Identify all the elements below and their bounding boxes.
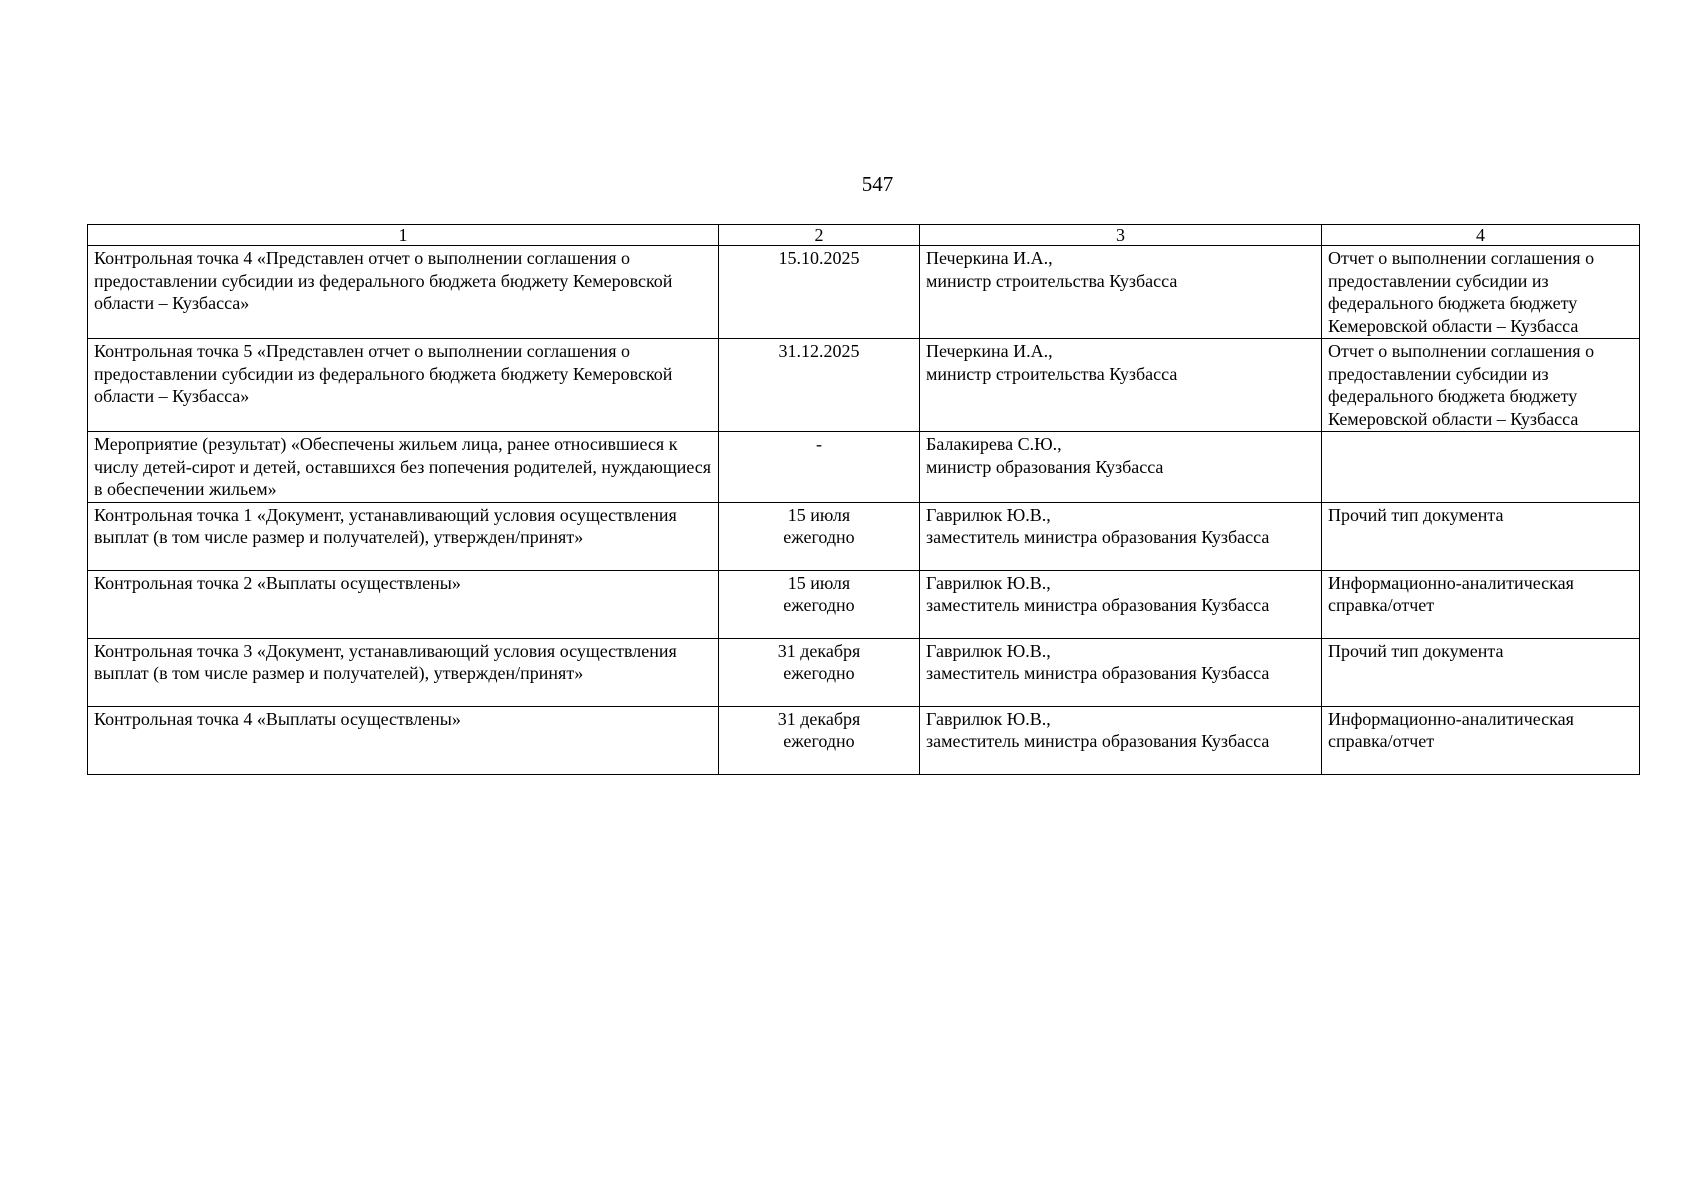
table-row <box>88 638 1640 706</box>
table-header-row <box>88 225 1640 246</box>
row-document-cell: Информационно-аналитическая справка/отчет <box>1322 706 1640 774</box>
responsible-position: заместитель министра образования Кузбасса <box>926 731 1270 751</box>
row-responsible-cell <box>920 706 1322 774</box>
responsible-person: Гаврилюк Ю.В., <box>926 572 1051 593</box>
table-row <box>88 246 1640 339</box>
responsible-person: Балакирева С.Ю., <box>926 434 1062 454</box>
row-responsible-cell <box>920 432 1322 503</box>
date-line-1: 31.12.2025 <box>778 341 860 361</box>
row-responsible-cell <box>920 570 1322 638</box>
table-row <box>88 339 1640 432</box>
row-document-cell: Прочий тип документа <box>1322 638 1640 706</box>
row-document-cell: Информационно-аналитическая справка/отчет <box>1322 570 1640 638</box>
row-responsible-cell <box>920 638 1322 706</box>
date-line-1: 31 декабря <box>777 708 861 729</box>
column-header-3: 3 <box>920 225 1322 246</box>
row-date-cell <box>719 638 920 706</box>
date-line-1: 15 июля <box>787 572 851 593</box>
row-date-cell <box>719 570 920 638</box>
table-row <box>88 570 1640 638</box>
row-name-cell: Контрольная точка 4 «Представлен отчет о выполнении соглашения о предоставлении субсидии из федерального бюджета бюджету Кемеровской области – Кузбасса» <box>88 246 719 339</box>
date-line-2: ежегодно <box>783 527 855 547</box>
control-points-table <box>87 224 1640 775</box>
date-line-1: 31 декабря <box>777 640 861 661</box>
responsible-person: Гаврилюк Ю.В., <box>926 640 1051 661</box>
row-name-cell: Контрольная точка 3 «Документ, устанавливающий условия осуществления выплат (в том числе размер и получателей), утвержден/принят» <box>88 638 719 706</box>
row-name-cell: Мероприятие (результат) «Обеспечены жильем лица, ранее относившиеся к числу детей-сирот и детей, оставшихся без попечения родителей, нуждающиеся в обеспечении жильем» <box>88 432 719 503</box>
row-responsible-cell <box>920 502 1322 570</box>
row-document-cell <box>1322 432 1640 503</box>
column-header-1: 1 <box>88 225 719 246</box>
row-name-cell: Контрольная точка 1 «Документ, устанавливающий условия осуществления выплат (в том числе размер и получателей), утвержден/принят» <box>88 502 719 570</box>
responsible-position: заместитель министра образования Кузбасса <box>926 595 1270 615</box>
responsible-position: заместитель министра образования Кузбасса <box>926 663 1270 683</box>
responsible-person: Печеркина И.А., <box>926 248 1053 268</box>
responsible-position: заместитель министра образования Кузбасса <box>926 527 1270 547</box>
date-line-1: - <box>816 434 822 454</box>
responsible-person: Гаврилюк Ю.В., <box>926 708 1051 729</box>
table-row <box>88 706 1640 774</box>
date-line-1: 15.10.2025 <box>778 248 860 268</box>
responsible-person: Гаврилюк Ю.В., <box>926 504 1051 525</box>
date-line-2: ежегодно <box>783 595 855 615</box>
row-name-cell: Контрольная точка 2 «Выплаты осуществлены» <box>88 570 719 638</box>
row-name-cell: Контрольная точка 4 «Выплаты осуществлены» <box>88 706 719 774</box>
responsible-position: министр строительства Кузбасса <box>926 270 1178 291</box>
responsible-person: Печеркина И.А., <box>926 341 1053 361</box>
row-responsible-cell <box>920 246 1322 339</box>
date-line-2: ежегодно <box>783 663 855 683</box>
responsible-position: министр строительства Кузбасса <box>926 363 1178 384</box>
date-line-1: 15 июля <box>787 504 851 525</box>
column-header-2: 2 <box>719 225 920 246</box>
row-document-cell: Отчет о выполнении соглашения о предоставлении субсидии из федерального бюджета бюджету Кемеровской области – Кузбасса <box>1322 339 1640 432</box>
row-date-cell <box>719 706 920 774</box>
row-name-cell: Контрольная точка 5 «Представлен отчет о выполнении соглашения о предоставлении субсидии из федерального бюджета бюджету Кемеровской области – Кузбасса» <box>88 339 719 432</box>
row-document-cell: Прочий тип документа <box>1322 502 1640 570</box>
row-date-cell <box>719 502 920 570</box>
page-number: 547 <box>861 172 894 196</box>
row-date-cell <box>719 432 920 503</box>
row-responsible-cell <box>920 339 1322 432</box>
responsible-position: министр образования Кузбасса <box>926 456 1164 477</box>
column-header-4: 4 <box>1322 225 1640 246</box>
row-date-cell <box>719 246 920 339</box>
table-row <box>88 502 1640 570</box>
row-document-cell: Отчет о выполнении соглашения о предоставлении субсидии из федерального бюджета бюджету Кемеровской области – Кузбасса <box>1322 246 1640 339</box>
row-date-cell <box>719 339 920 432</box>
date-line-2: ежегодно <box>783 731 855 751</box>
table-row <box>88 432 1640 503</box>
